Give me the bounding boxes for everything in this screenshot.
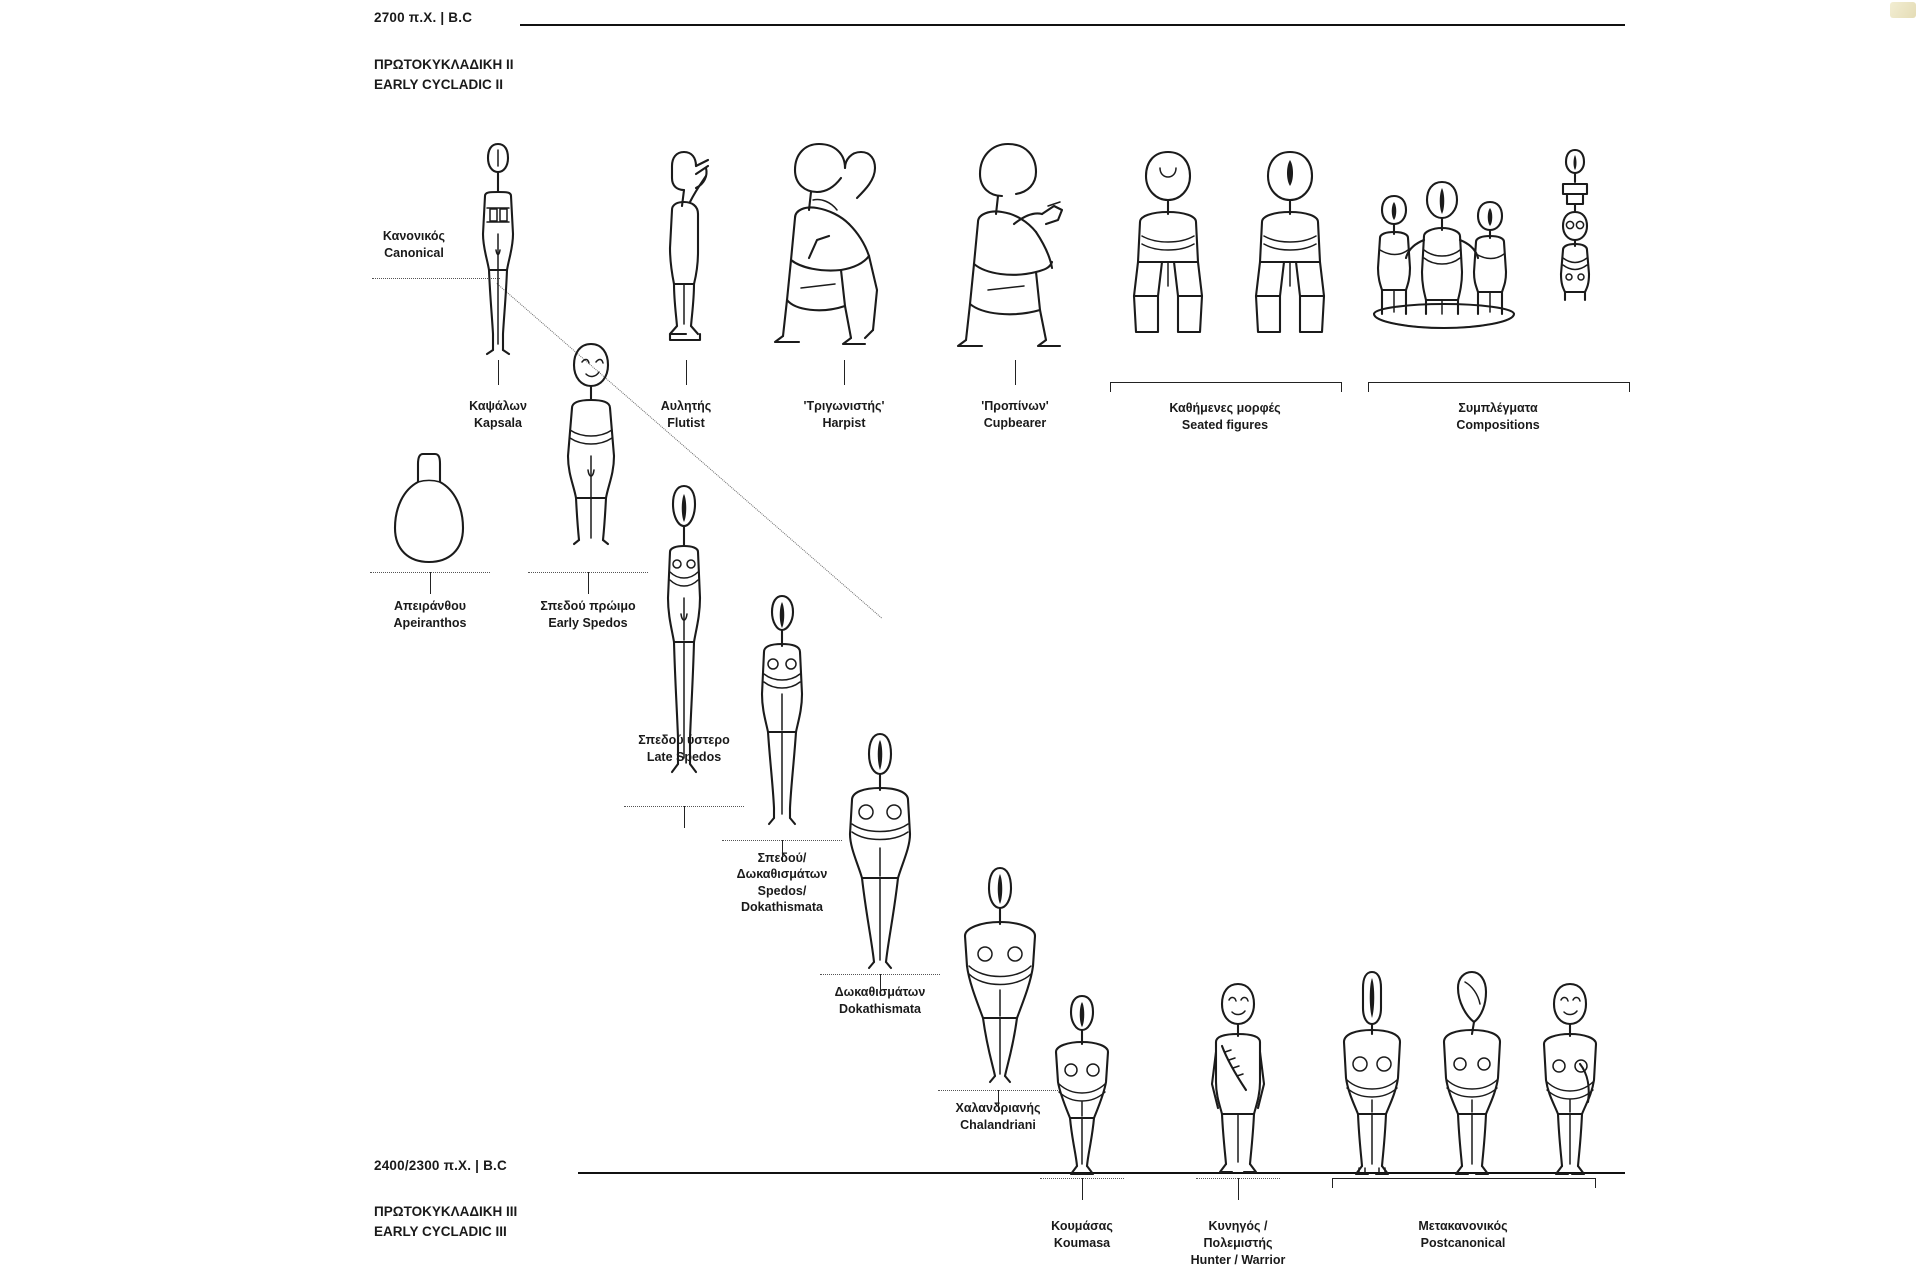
caption-dokathismata: Δωκαθισμάτων Dokathismata [834, 985, 926, 1016]
caption-late-spedos: Σπεδού ύστερο Late Spedos [638, 733, 730, 764]
figure-chalandriani [955, 862, 1045, 1087]
period-greek-ec3: ΠΡΩΤΟΚΥΚΛΑΔΙΚΗ ΙΙΙ [374, 1204, 518, 1219]
bracket-compositions [1368, 382, 1630, 392]
caption-apeiranthos: Απειράνθου Apeiranthos [393, 599, 467, 630]
tick-flutist [686, 360, 687, 385]
bracket-koumasa [1040, 1178, 1124, 1179]
figure-harpist [765, 140, 895, 350]
figure-seated-1 [1118, 146, 1218, 346]
figure-apeiranthos [385, 448, 475, 568]
caption-early-spedos: Σπεδού πρώιμο Early Spedos [540, 599, 636, 630]
tick-koumasa [1082, 1178, 1083, 1200]
figure-postcanonical-1 [1332, 968, 1412, 1178]
caption-hunter-warrior: Κυνηγός / Πολεμιστής Hunter / Warrior [1190, 1219, 1286, 1267]
caption-spedos-dokathismata: Σπεδού/ Δωκαθισμάτων Spedos/ Dokathismata [736, 851, 828, 914]
era-rule-top [520, 24, 1625, 26]
period-greek-ec2: ΠΡΩΤΟΚΥΚΛΑΔΙΚΗ ΙΙ [374, 57, 514, 72]
era-date-ec2: 2700 π.Χ. | B.C [374, 10, 473, 25]
figure-hunter-warrior [1198, 978, 1278, 1178]
caption-chalandriani: Χαλανδριανής Chalandriani [955, 1101, 1041, 1132]
figure-postcanonical-3 [1530, 980, 1610, 1178]
caption-seated-figures: Καθήμενες μορφές Seated figures [1169, 401, 1281, 432]
tick-kapsala [498, 360, 499, 385]
figure-seated-2 [1240, 146, 1340, 346]
tick-apeiranthos [430, 572, 431, 594]
figure-canonical [463, 138, 533, 358]
tick-harpist [844, 360, 845, 385]
figure-spedos-dokathismata [748, 590, 818, 830]
bracket-seated-figures [1110, 382, 1342, 392]
bracket-spedos-dokathismata [722, 840, 842, 841]
figure-cupbearer [950, 140, 1070, 350]
caption-harpist: 'Τριγωνιστής' Harpist [803, 399, 885, 430]
bracket-hunter-warrior [1196, 1178, 1280, 1179]
caption-cupbearer: 'Προπίνων' Cupbearer [981, 399, 1049, 430]
figure-dokathismata [840, 728, 920, 978]
tick-hunter-warrior [1238, 1178, 1239, 1200]
bracket-apeiranthos [370, 572, 490, 573]
figure-flutist [646, 148, 726, 348]
caption-koumasa: Κουμάσας Koumasa [1051, 1219, 1113, 1250]
figure-postcanonical-2 [1432, 968, 1512, 1178]
caption-canonical: Κανονικός Canonical [382, 229, 446, 260]
bracket-postcanonical [1332, 1178, 1596, 1188]
tick-early-spedos [588, 572, 589, 594]
figure-composition-group [1370, 178, 1520, 343]
tick-late-spedos [684, 806, 685, 828]
bracket-dokathismata [820, 974, 940, 975]
caption-flutist: Αυλητής Flutist [660, 399, 712, 430]
tick-cupbearer [1015, 360, 1016, 385]
bracket-chalandriani [938, 1090, 1058, 1091]
caption-kapsala: Καψάλων Kapsala [469, 399, 527, 430]
caption-postcanonical: Μετακανονικός Postcanonical [1418, 1219, 1508, 1250]
period-english-ec3: EARLY CYCLADIC III [374, 1224, 507, 1239]
era-date-ec3: 2400/2300 π.Χ. | B.C [374, 1158, 507, 1173]
caption-compositions: Συμπλέγματα Compositions [1456, 401, 1540, 432]
period-english-ec2: EARLY CYCLADIC II [374, 77, 504, 92]
bracket-late-spedos [624, 806, 744, 807]
figure-koumasa [1042, 990, 1122, 1180]
figure-composition-stacked [1545, 146, 1605, 304]
figure-kapsala [552, 338, 630, 550]
paper-smudge [1890, 2, 1916, 18]
